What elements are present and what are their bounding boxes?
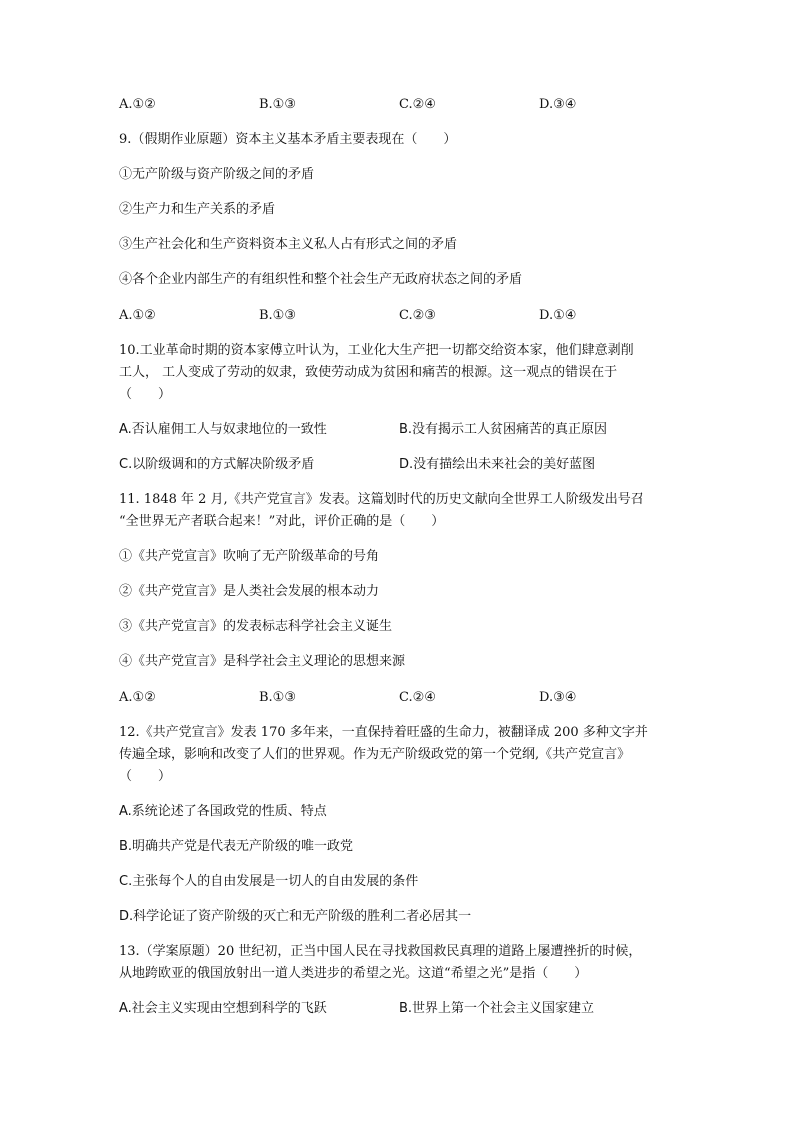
q10-option-d: D.没有描绘出未来社会的美好蓝图 bbox=[399, 457, 596, 472]
q10-stem-line-1: 10.工业革命时期的资本家傅立叶认为，工业化大生产把一切都交给资本家，他们肆意剥削 bbox=[119, 343, 634, 358]
q9-option-d: D.①④ bbox=[539, 308, 577, 323]
q8-option-c: C.②④ bbox=[399, 97, 436, 112]
q10-options-row-1 bbox=[119, 421, 679, 439]
q9-option-a: A.①② bbox=[119, 308, 156, 323]
q10-stem-line-3: （ ） bbox=[119, 387, 172, 402]
q9-option-c: C.②③ bbox=[399, 308, 436, 323]
q9-item-4: ④各个企业内部生产的有组织性和整个社会生产无政府状态之间的矛盾 bbox=[119, 272, 523, 287]
q10-stem-line-2: 工人， 工人变成了劳动的奴隶，致使劳动成为贫困和痛苦的根源。这一观点的错误在于 bbox=[119, 365, 618, 380]
q13-stem-line-2: 从地跨欧亚的俄国放射出一道人类进步的希望之光。这道“希望之光”是指（ ） bbox=[119, 966, 588, 981]
q10-option-a: A.否认雇佣工人与奴隶地位的一致性 bbox=[119, 422, 327, 437]
q12-stem-line-2: 传遍全球，影响和改变了人们的世界观。作为无产阶级政党的第一个党纲,《共产党宣言》 bbox=[119, 747, 631, 762]
q11-item-3: ③《共产党宣言》的发表标志科学社会主义诞生 bbox=[119, 619, 393, 634]
q10-option-b: B.没有揭示工人贫困痛苦的真正原因 bbox=[399, 422, 608, 437]
q11-option-b: B.①③ bbox=[259, 690, 296, 705]
q11-stem-line-1: 11. 1848 年 2 月,《共产党宣言》发表。这篇划时代的历史文献向全世界工人阶级发出号召 bbox=[119, 492, 644, 507]
q12-stem-line-1: 12.《共产党宣言》发表 170 多年来，一直保持着旺盛的生命力，被翻译成 200 多种文字并 bbox=[119, 725, 648, 740]
q11-options bbox=[119, 689, 679, 707]
q13-options-row-1 bbox=[119, 1000, 679, 1018]
q10-option-c: C.以阶级调和的方式解决阶级矛盾 bbox=[119, 457, 315, 472]
q9-options bbox=[119, 307, 679, 325]
q11-stem-line-2: “全世界无产者联合起来！”对此，评价正确的是（ ） bbox=[119, 514, 445, 529]
q9-item-1: ①无产阶级与资产阶级之间的矛盾 bbox=[119, 167, 315, 182]
q12-option-d: D.科学论证了资产阶级的灭亡和无产阶级的胜利二者必居其一 bbox=[119, 909, 472, 924]
q13-stem-line-1: 13.（学案原题）20 世纪初，正当中国人民在寻找救国救民真理的道路上屡遭挫折的时候， bbox=[119, 944, 642, 959]
q10-options-row-2 bbox=[119, 456, 679, 474]
q12-stem-line-3: （ ） bbox=[119, 769, 172, 784]
q13-option-a: A.社会主义实现由空想到科学的飞跃 bbox=[119, 1001, 327, 1016]
q8-option-a: A.①② bbox=[119, 97, 156, 112]
q12-option-a: A.系统论述了各国政党的性质、特点 bbox=[119, 804, 327, 819]
q9-item-3: ③生产社会化和生产资料资本主义私人占有形式之间的矛盾 bbox=[119, 237, 458, 252]
q11-option-a: A.①② bbox=[119, 690, 156, 705]
q12-option-c: C.主张每个人的自由发展是一切人的自由发展的条件 bbox=[119, 874, 419, 889]
q11-option-d: D.③④ bbox=[539, 690, 577, 705]
q11-item-4: ④《共产党宣言》是科学社会主义理论的思想来源 bbox=[119, 654, 406, 669]
q9-item-2: ②生产力和生产关系的矛盾 bbox=[119, 202, 276, 217]
q11-option-c: C.②④ bbox=[399, 690, 436, 705]
q9-option-b: B.①③ bbox=[259, 308, 296, 323]
q9-stem: 9.（假期作业原题）资本主义基本矛盾主要表现在（ ） bbox=[119, 132, 457, 147]
q8-options bbox=[119, 96, 679, 114]
q13-option-b: B.世界上第一个社会主义国家建立 bbox=[399, 1001, 595, 1016]
q12-option-b: B.明确共产党是代表无产阶级的唯一政党 bbox=[119, 839, 354, 854]
q8-option-d: D.③④ bbox=[539, 97, 577, 112]
q8-option-b: B.①③ bbox=[259, 97, 296, 112]
q11-item-2: ②《共产党宣言》是人类社会发展的根本动力 bbox=[119, 584, 380, 599]
q11-item-1: ①《共产党宣言》吹响了无产阶级革命的号角 bbox=[119, 549, 380, 564]
